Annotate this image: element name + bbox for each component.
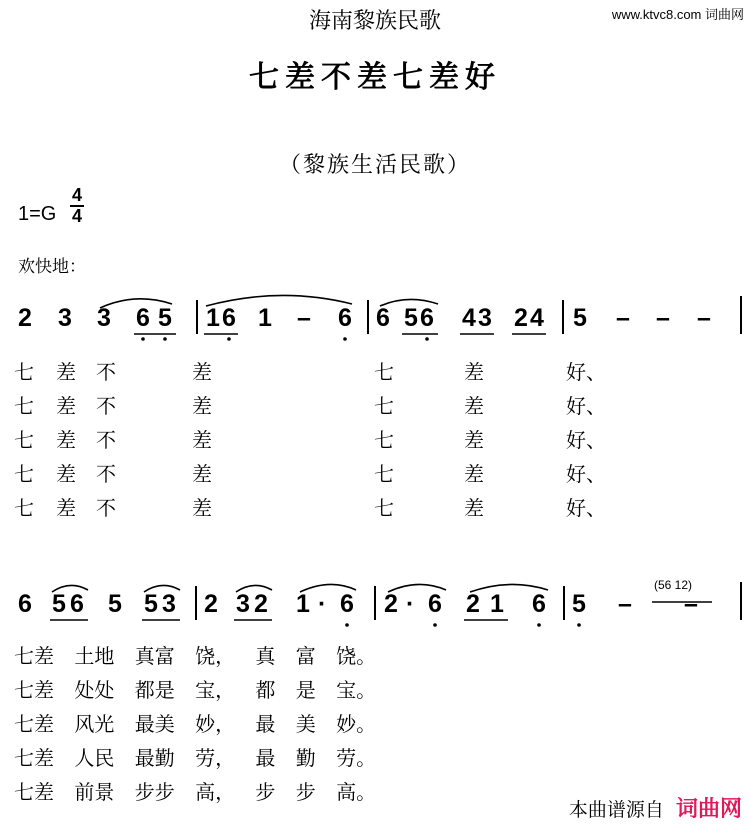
note: 2 [18,304,32,332]
note: 1 [258,304,272,332]
note-dash: – [618,590,632,618]
lyric: 七 [14,394,34,418]
note: 5 [158,304,172,332]
lyric: 不 [96,462,116,486]
lyric: 不 [96,428,116,452]
note: 2 [204,590,218,618]
song-subtitle: 海南黎族民歌 [308,9,441,34]
lyric: 七 [14,496,34,520]
note-dash: – [297,304,311,332]
note-dash: – [616,304,630,332]
source-text: 本曲谱源自 [568,799,664,821]
note: 2 [384,590,398,618]
note: 3 [478,304,492,332]
note: 3 [236,590,250,618]
lyric: 好、 [566,496,606,520]
note: 1 [206,304,220,332]
note: 6 [70,590,84,618]
lyric: 差 [464,496,484,520]
lyric: 差 [56,496,76,520]
lyric: 差 [192,496,212,520]
note: 6 [376,304,390,332]
lyric: 七 [14,462,34,486]
tempo-marking: 欢快地： [18,257,86,277]
source-credit [569,792,742,823]
song-title: 七差不差七差好 [249,60,501,95]
lyric: 差 [192,394,212,418]
note-dot: · [406,590,415,618]
watermark: www.ktvc8.com 词曲网 [611,7,744,22]
note: 6 [420,304,434,332]
lyric: 七 [14,360,34,384]
lyric: 差 [464,428,484,452]
lyric: 差 [56,428,76,452]
lyric: 不 [96,394,116,418]
lyric: 七 [374,394,394,418]
note: 5 [108,590,122,618]
lyric: 差 [56,394,76,418]
lyric: 差 [464,394,484,418]
note: 1 [296,590,310,618]
note: 5 [572,590,586,618]
lyric-line: 七差 人民 最勤 劳， 最 勤 劳。 [14,746,377,770]
note: 5 [573,304,587,332]
lyric: 差 [192,360,212,384]
lyric: 差 [56,360,76,384]
lyric: 差 [464,462,484,486]
note: 6 [338,304,352,332]
note: 2 [514,304,528,332]
note: 2 [466,590,480,618]
note: 5 [404,304,418,332]
lyric: 七 [374,462,394,486]
note: 1 [490,590,504,618]
lyric: 好、 [566,360,606,384]
lyric: 七 [374,496,394,520]
lyric: 好、 [566,462,606,486]
note-dash: – [697,304,711,332]
note: 6 [532,590,546,618]
source-brand: 词曲网 [675,797,742,822]
lyric: 差 [464,360,484,384]
key-signature: 1=G [18,203,57,225]
lyric: 好、 [566,394,606,418]
lyric: 不 [96,360,116,384]
note: 3 [58,304,72,332]
lyric: 七 [374,360,394,384]
note: 6 [340,590,354,618]
note: 3 [97,304,111,332]
lyric-line: 七差 风光 最美 妙， 最 美 妙。 [14,712,377,736]
note: 4 [530,304,544,332]
note: 5 [144,590,158,618]
lyric: 七 [14,428,34,452]
grace-notes: (56 12) [654,578,693,592]
note-dash: – [684,590,698,618]
note: 6 [18,590,32,618]
note-dot: · [318,590,327,618]
lyric: 好、 [566,428,606,452]
lyric: 差 [192,428,212,452]
lyric: 不 [96,496,116,520]
lyric-line: 七差 前景 步步 高， 步 步 高。 [14,780,377,804]
lyric-line: 七差 处处 都是 宝， 都 是 宝。 [14,678,377,702]
note: 2 [254,590,268,618]
note: 6 [428,590,442,618]
note: 6 [136,304,150,332]
note: 6 [222,304,236,332]
song-category: （黎族生活民歌） [278,153,471,178]
lyric: 差 [192,462,212,486]
note: 3 [162,590,176,618]
note-dash: – [656,304,670,332]
lyric: 七 [374,428,394,452]
note: 4 [462,304,476,332]
note: 5 [52,590,66,618]
lyric-line: 七差 土地 真富 饶， 真 富 饶。 [14,644,377,668]
time-signature-bottom: 4 [71,206,82,226]
lyric: 差 [56,462,76,486]
time-signature-top: 4 [71,185,82,205]
